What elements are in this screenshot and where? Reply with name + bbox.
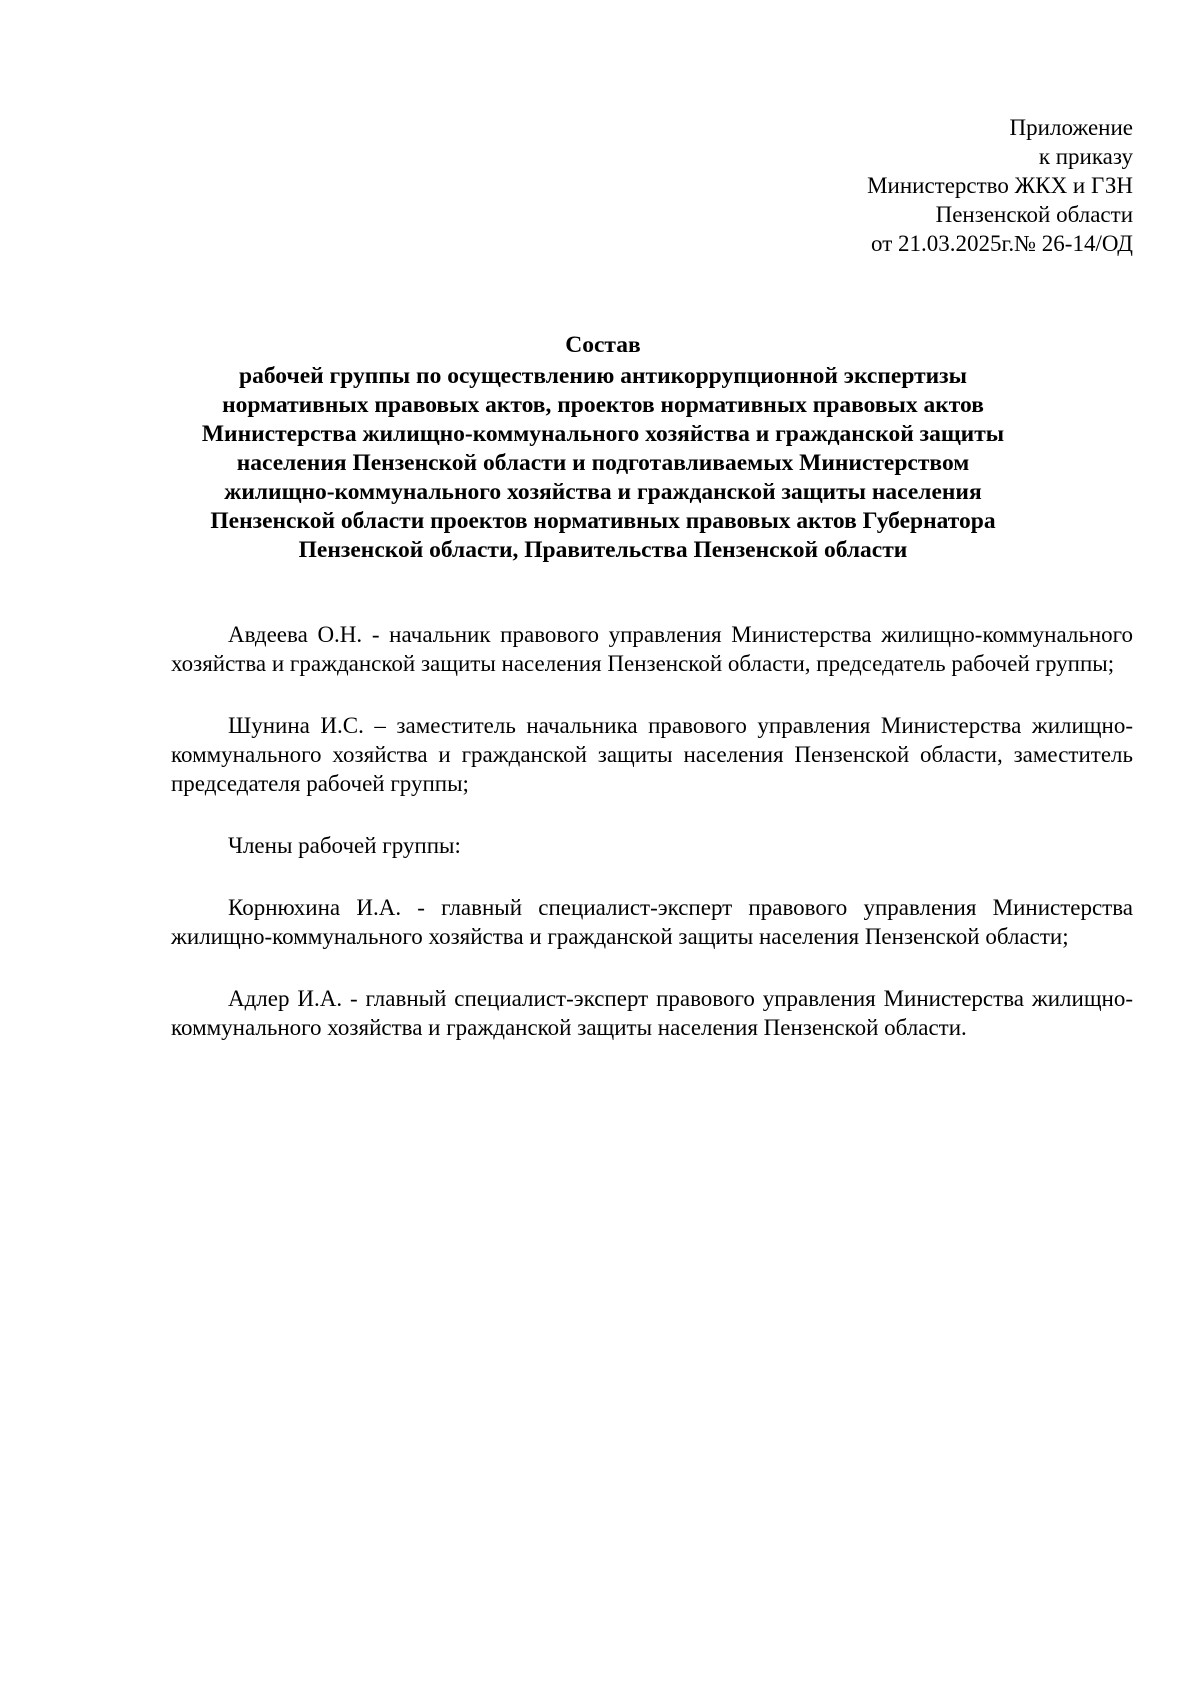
appendix-line: Приложение bbox=[1009, 115, 1133, 140]
title-line: жилищно-коммунального хозяйства и гражданской защиты населения bbox=[224, 479, 982, 505]
member-chair: Авдеева О.Н. - начальник правового управления Министерства жилищно-коммунального хозяйства и гражданской защиты населения Пензенской области, председатель рабочей группы; bbox=[171, 622, 1133, 676]
title-line: рабочей группы по осуществлению антикоррупционной экспертизы bbox=[239, 363, 967, 389]
appendix-line: Пензенской области bbox=[935, 202, 1133, 227]
appendix-block bbox=[867, 113, 1133, 258]
title-heading: Состав bbox=[565, 332, 641, 358]
title-line: населения Пензенской области и подготавливаемых Министерством bbox=[236, 450, 970, 476]
document-body bbox=[171, 620, 1133, 1075]
title-line: нормативных правовых актов, проектов нормативных правовых актов bbox=[222, 392, 984, 418]
title-line: Пензенской области проектов нормативных правовых актов Губернатора bbox=[210, 508, 996, 534]
document-title bbox=[120, 331, 1086, 565]
member-entry: Корнюхина И.А. - главный специалист-эксперт правового управления Министерства жилищно-коммунального хозяйства и гражданской защиты населения Пензенской области; bbox=[171, 895, 1133, 949]
appendix-line: Министерство ЖКХ и ГЗН bbox=[867, 173, 1133, 198]
appendix-line: к приказу bbox=[1038, 144, 1133, 169]
member-deputy-chair: Шунина И.С. – заместитель начальника правового управления Министерства жилищно-коммунального хозяйства и гражданской защиты населения Пензенской области, заместитель председателя рабочей группы; bbox=[171, 713, 1133, 796]
member-entry: Адлер И.А. - главный специалист-эксперт правового управления Министерства жилищно-коммунального хозяйства и гражданской защиты населения Пензенской области. bbox=[171, 986, 1133, 1040]
appendix-line: от 21.03.2025г.№ 26-14/ОД bbox=[871, 231, 1133, 256]
title-line: Министерства жилищно-коммунального хозяйства и гражданской защиты bbox=[201, 421, 1005, 447]
title-line: Пензенской области, Правительства Пензенской области bbox=[298, 537, 908, 563]
members-heading: Члены рабочей группы: bbox=[228, 833, 461, 858]
